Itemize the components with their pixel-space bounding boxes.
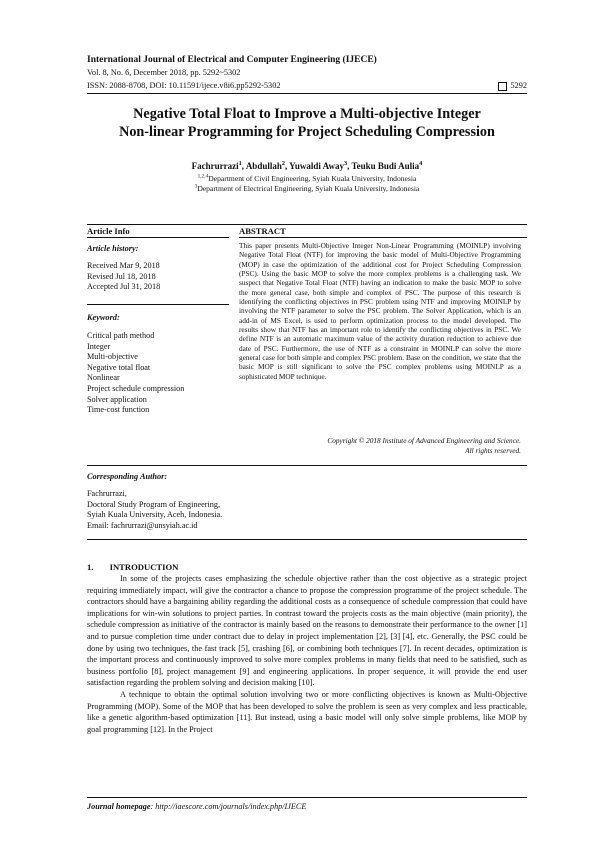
left-col-divider	[87, 304, 229, 305]
corresponding-heading: Corresponding Author:	[87, 472, 168, 481]
keyword-heading: Keyword:	[87, 313, 120, 322]
right-col-rule	[239, 237, 527, 238]
keyword-item: Solver application	[87, 394, 147, 404]
square-icon	[498, 82, 507, 91]
author-name: Teuku Budi Aulia	[351, 161, 420, 171]
paper-title	[87, 106, 527, 141]
keyword-item: Negative total float	[87, 362, 151, 372]
corresponding-details	[87, 489, 387, 531]
corresponding-rule	[87, 465, 527, 466]
corresponding-line: Doctoral Study Program of Engineering,	[87, 499, 221, 509]
volume-info: Vol. 8, No. 6, December 2018, pp. 5292~5302	[87, 68, 241, 77]
keyword-list	[87, 331, 227, 416]
info-top-rule	[87, 224, 527, 225]
corresponding-line: Email: fachrurrazi@unsyiah.ac.id	[87, 520, 198, 530]
copyright-line-1: Copyright © 2018 Institute of Advanced Engineering and Science.	[327, 436, 521, 445]
section-title: INTRODUCTION	[109, 562, 179, 572]
journal-homepage	[87, 802, 306, 811]
author-sup: 3	[343, 160, 348, 167]
footer-rule	[87, 797, 527, 798]
corresponding-bottom-rule	[87, 539, 527, 540]
keyword-item: Multi-objective	[87, 352, 138, 362]
affiliation-sup: 3	[194, 183, 198, 190]
author-name: Yuwaldi Away	[289, 161, 344, 171]
journal-name: International Journal of Electrical and Computer Engineering (IJECE)	[87, 55, 377, 65]
history-heading: Article history:	[87, 244, 139, 253]
affiliation-text: Department of Civil Engineering, Syiah Kuala University, Indonesia	[208, 174, 417, 183]
intro-heading	[87, 562, 178, 572]
affiliation-text: Department of Electrical Engineering, Syiah Kuala University, Indonesia	[197, 184, 420, 193]
section-number: 1.	[87, 562, 94, 572]
author-name: Fachrurrazi	[191, 161, 239, 171]
author-sup: 1	[238, 160, 242, 167]
affiliation	[87, 174, 527, 183]
abstract-text: This paper presents Multi-Objective Integer Non-Linear Programming (MOINLP) involving Negative Total Float (NTF) for improving the basic model of Multi-Objective Programming (MOP) in case the optimization of the additional cost for Project Scheduling Compression (PSC). Using the basic MOP to solve the more complex problems is a challenging task. We suspect that Negative Total Float (NTF) having an indication to make the basic MOP to solve the more general case, both simple and complex of PSC. The purpose of this research is identifying the conflicting objectives in PSC problem using NTF and improving MOINLP by involving the NTF parameter to solve the PSC problem. The Solver Application, which is an add-in of MS Excel, is used to perform optimization process to the model developed. The results show that NTF has an important role to identify the conflicting objectives in PSC. We define NTF is an automatic maximum value of the activity duration reduction to achieve due date of PSC. Furthermore, the use of NTF as a constraint in MOINLP can solve the more general case for both simple and complex PSC problem. Base on the condition, we state that the basic MOP is still significant to solve the PSC complex problems using MOINLP as a sophisticated MOP technique.	[239, 241, 521, 381]
article-info-heading: Article Info	[87, 226, 130, 236]
keyword-item: Time-cost function	[87, 405, 150, 415]
author-name: Abdullah	[245, 161, 282, 171]
abstract-heading: ABSTRACT	[239, 226, 286, 236]
issn-line	[87, 81, 527, 90]
affiliation	[87, 184, 527, 193]
body-paragraph: In some of the projects cases emphasizing the schedule objective rather than the cost objective as a strategic project requiring immediately impact, will give the contractor a chance to propose the compression programme of the project schedule. The contractors should have a bargaining ability regarding the additional costs as a consequence of schedule compression that could have implications for win-win solutions to project parties. In contrast toward the projects costs as the main objective (main priority), the schedule compression as initiative of the contractor is mainly based on the reasons to demonstrate their performance to the owner [1] and to pursue completion time under contract due to delay in project implementation [2], [3] [4], etc. Generally, the PSC could be done by using two techniques, the fast track [5], crashing [6], or combining both techniques [7]. In recent decades, optimization is the important process and continuously improved to solve more complex problems in many fields that need to be satisfied, such as business portfolio [8], project management [9] and engineering applications. In proper sequence, it will provide the end user satisfaction regarding the problem solving and decision making [10].	[87, 574, 527, 688]
body-paragraph: A technique to obtain the optimal solution involving two or more conflicting objectives is known as Multi-Objective Programming (MOP). Some of the MOP that has been developed to solve the problem is seen as very complex and less practicable, like a genetic algorithm-based optimization [11]. But instead, using a basic model will only solve simple problems, like MOP by goal programming [12]. In the Project	[87, 689, 527, 734]
history-item: Received Mar 9, 2018	[87, 261, 160, 270]
homepage-label: Journal homepage	[87, 802, 151, 811]
homepage-url[interactable]: : http://iaescore.com/journals/index.php/IJECE	[150, 802, 307, 811]
corresponding-line: Fachrurrazi,	[87, 489, 127, 498]
header-rule	[87, 93, 527, 94]
copyright-line-2: All rights reserved.	[465, 445, 521, 455]
author-sup: 4	[419, 160, 423, 167]
intro-body	[87, 573, 527, 735]
title-line-2: Non-linear Programming for Project Scheduling Compression	[119, 123, 495, 140]
issn-doi: ISSN: 2088-8708, DOI: 10.11591/ijece.v8i6.pp5292-5302	[87, 81, 281, 90]
affiliation-sup: 1,2,4	[197, 173, 209, 180]
copyright	[239, 436, 521, 455]
keyword-item: Project schedule compression	[87, 383, 185, 393]
page-number: 5292	[510, 81, 527, 90]
corresponding-line: Syiah Kuala University, Aceh, Indonesia.	[87, 510, 223, 520]
left-col-rule	[87, 237, 229, 238]
keyword-item: Integer	[87, 341, 111, 351]
history-item: Revised Jul 18, 2018	[87, 271, 156, 281]
history-list	[87, 261, 227, 293]
keyword-item: Critical path method	[87, 331, 155, 340]
author-sup: 2	[281, 160, 285, 167]
keyword-item: Nonlinear	[87, 373, 120, 383]
author-list: Fachrurrazi$^1$, Abdullah$^2$, Yuwaldi Away$^3$, Teuku Budi Aulia$^4$	[191, 160, 423, 171]
title-line-1: Negative Total Float to Improve a Multi-objective Integer	[133, 106, 481, 122]
history-item: Accepted Jul 31, 2018	[87, 282, 161, 292]
